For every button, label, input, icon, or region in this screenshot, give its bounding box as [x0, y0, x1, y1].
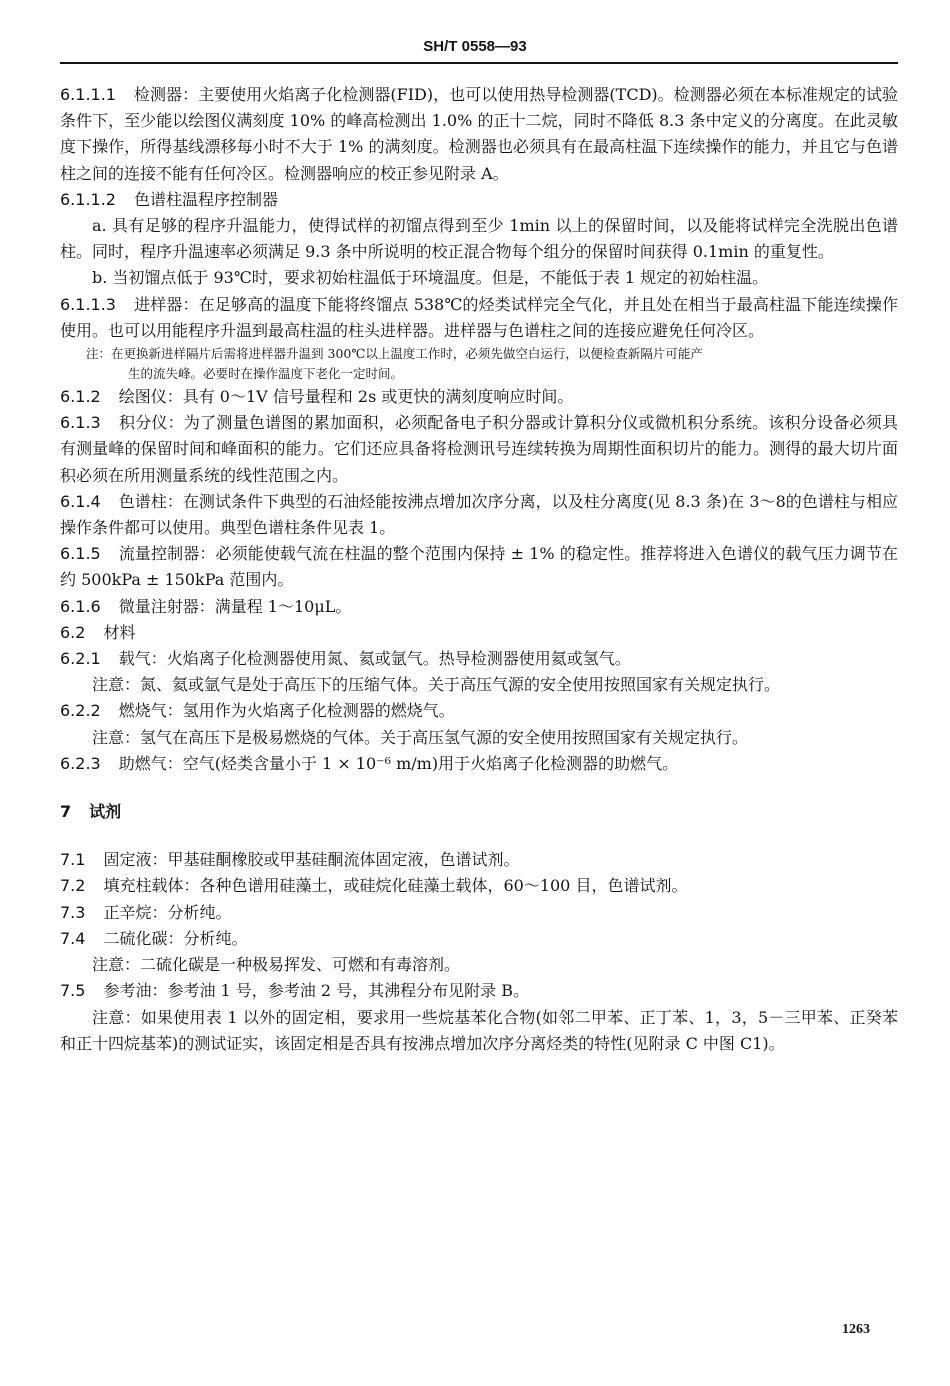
body-paragraph: b. 当初馏点低于 93℃时，要求初始柱温低于环境温度。但是，不能低于表 1 规定的初始柱温。 — [92, 268, 769, 288]
clause-number: 7.5 — [60, 981, 86, 1001]
clause-text: 色谱柱温程序控制器 — [133, 189, 278, 209]
clause-number: 6.1.1.1 — [60, 85, 116, 104]
clause-paragraph — [60, 541, 898, 593]
clause-paragraph — [60, 82, 898, 187]
clause-paragraph — [60, 489, 898, 541]
clause-text: 固定液：甲基硅酮橡胶或甲基硅酮流体固定液，色谱试剂。 — [103, 850, 520, 870]
clause-paragraph — [60, 926, 898, 952]
clause-text: 材料 — [103, 622, 136, 642]
clause-number: 7.3 — [60, 902, 86, 922]
note-text: 在更换新进样隔片后需将进样器升温到 300℃以上温度工作时，必须先做空白运行，以便检查新隔片可能产 — [111, 346, 703, 362]
clause-number: 7.2 — [60, 876, 86, 896]
clause-paragraph — [60, 873, 898, 899]
body-paragraph: 注意：如果使用表 1 以外的固定相，要求用一些烷基苯化合物(如邻二甲苯、正丁苯、1，3，5－三甲苯、正癸苯和正十四烷基苯)的测试证实，该固定相是否具有按沸点增加次序分离烃类的特性(见附录 C 中图 C1)。 — [60, 1007, 898, 1053]
clause-number: 7 — [60, 802, 72, 822]
clause-text: 参考油：参考油 1 号，参考油 2 号，其沸程分布见附录 B。 — [103, 981, 530, 1001]
clause-number: 6.1.3 — [60, 413, 101, 433]
clause-number: 6.1.1.2 — [60, 189, 116, 209]
clause-number: 6.1.1.3 — [60, 294, 116, 314]
note-label: 注： — [86, 346, 112, 362]
clause-paragraph — [60, 292, 898, 344]
page-header: SH/T 0558—93 — [423, 38, 527, 55]
clause-number: 6.2.3 — [60, 753, 101, 773]
note-paragraph — [60, 344, 898, 384]
clause-number: 6.1.2 — [60, 387, 101, 407]
page-number: 1263 — [842, 1322, 870, 1337]
clause-text: 色谱柱：在测试条件下典型的石油烃能按沸点增加次序分离，以及柱分离度(见 8.3 条)在 3～8的色谱柱与相应操作条件都可以使用。典型色谱柱条件见表 1。 — [60, 491, 898, 538]
section-heading — [60, 799, 898, 825]
clause-number: 7.4 — [60, 928, 86, 948]
clause-paragraph — [60, 978, 898, 1004]
clause-text: 载气：火焰离子化检测器使用氮、氦或氩气。热导检测器使用氦或氢气。 — [118, 649, 631, 669]
clause-text: 积分仪：为了测量色谱图的累加面积，必须配备电子积分器或计算积分仪或微机积分系统。该积分设备必须具有测量峰的保留时间和峰面积的能力。它们还应具备将检测讯号连续转换为周期性面积切片的能力。测得的最大切片面积必须在所用测量系统的线性范围之内。 — [60, 413, 898, 485]
clause-number: 6.1.4 — [60, 491, 101, 511]
clause-paragraph — [60, 594, 898, 620]
section-spacer — [60, 825, 898, 847]
clause-paragraph — [60, 900, 898, 926]
clause-number: 6.2.1 — [60, 649, 101, 669]
clause-paragraph — [60, 751, 898, 777]
clause-paragraph — [60, 646, 898, 672]
body-paragraph: 注意：二硫化碳是一种极易挥发、可燃和有毒溶剂。 — [92, 955, 461, 975]
clause-number: 6.1.5 — [60, 544, 101, 564]
clause-text: 微量注射器：满量程 1～10μL。 — [118, 596, 352, 616]
clause-number: 6.2 — [60, 622, 86, 642]
clause-number: 7.1 — [60, 850, 86, 870]
clause-paragraph — [60, 847, 898, 873]
section-spacer — [60, 777, 898, 799]
body-paragraph: 注意：氢气在高压下是极易燃烧的气体。关于高压氢气源的安全使用按照国家有关规定执行。 — [92, 727, 749, 747]
clause-text: 二硫化碳：分析纯。 — [103, 928, 248, 948]
clause-number: 6.2.2 — [60, 701, 101, 721]
clause-text: 试剂 — [89, 802, 122, 822]
clause-paragraph — [60, 187, 898, 213]
clause-text: 流量控制器：必须能使载气流在柱温的整个范围内保持 ± 1% 的稳定性。推荐将进入色谱仪的载气压力调节在约 500kPa ± 150kPa 范围内。 — [60, 544, 898, 590]
body-paragraph: 注意：氮、氦或氩气是处于高压下的压缩气体。关于高压气源的安全使用按照国家有关规定执行。 — [92, 675, 781, 695]
clause-paragraph — [60, 410, 898, 489]
clause-text: 进样器：在足够高的温度下能将终馏点 538℃的烃类试样完全气化，并且处在相当于最高柱温下能连续操作使用。也可以用能程序升温到最高柱温的柱头进样器。进样器与色谱柱之间的连接应避免任何冷区。 — [60, 294, 898, 340]
clause-text: 检测器：主要使用火焰离子化检测器(FID)，也可以使用热导检测器(TCD)。检测器必须在本标准规定的试验条件下，至少能以绘图仪满刻度 10% 的峰高检测出 1.0% 的正十二烷，同时不降低 8.3 条中定义的分离度。在此灵敏度下操作，所得基线漂移每小时不大于 1% 的满刻度。检测器也必须具有在最高柱温下连续操作的能力，并且它与色谱柱之间的连接不能有任何冷区。检测器响应的校正参见附录 A。 — [60, 85, 898, 183]
clause-text: 助燃气：空气(烃类含量小于 1 × 10⁻⁶ m/m)用于火焰离子化检测器的助燃气。 — [118, 753, 679, 773]
clause-text: 绘图仪：具有 0～1V 信号量程和 2s 或更快的满刻度响应时间。 — [118, 387, 574, 407]
clause-paragraph — [60, 620, 898, 646]
header-rule — [60, 62, 898, 64]
clause-text: 正辛烷：分析纯。 — [103, 902, 232, 922]
clause-paragraph — [60, 698, 898, 724]
clause-text: 燃烧气：氢用作为火焰离子化检测器的燃烧气。 — [118, 701, 455, 721]
document-body — [60, 82, 898, 1057]
clause-number: 6.1.6 — [60, 596, 101, 616]
clause-text: 填充柱载体：各种色谱用硅藻土，或硅烷化硅藻土载体，60～100 目，色谱试剂。 — [103, 876, 688, 896]
note-text-continued: 生的流失峰。必要时在操作温度下老化一定时间。 — [128, 366, 404, 382]
clause-paragraph — [60, 384, 898, 410]
body-paragraph: a. 具有足够的程序升温能力，使得试样的初馏点得到至少 1min 以上的保留时间，以及能将试样完全洗脱出色谱柱。同时，程序升温速率必须满足 9.3 条中所说明的校正混合物每个组分的保留时间获得 0.1min 的重复性。 — [60, 216, 898, 262]
